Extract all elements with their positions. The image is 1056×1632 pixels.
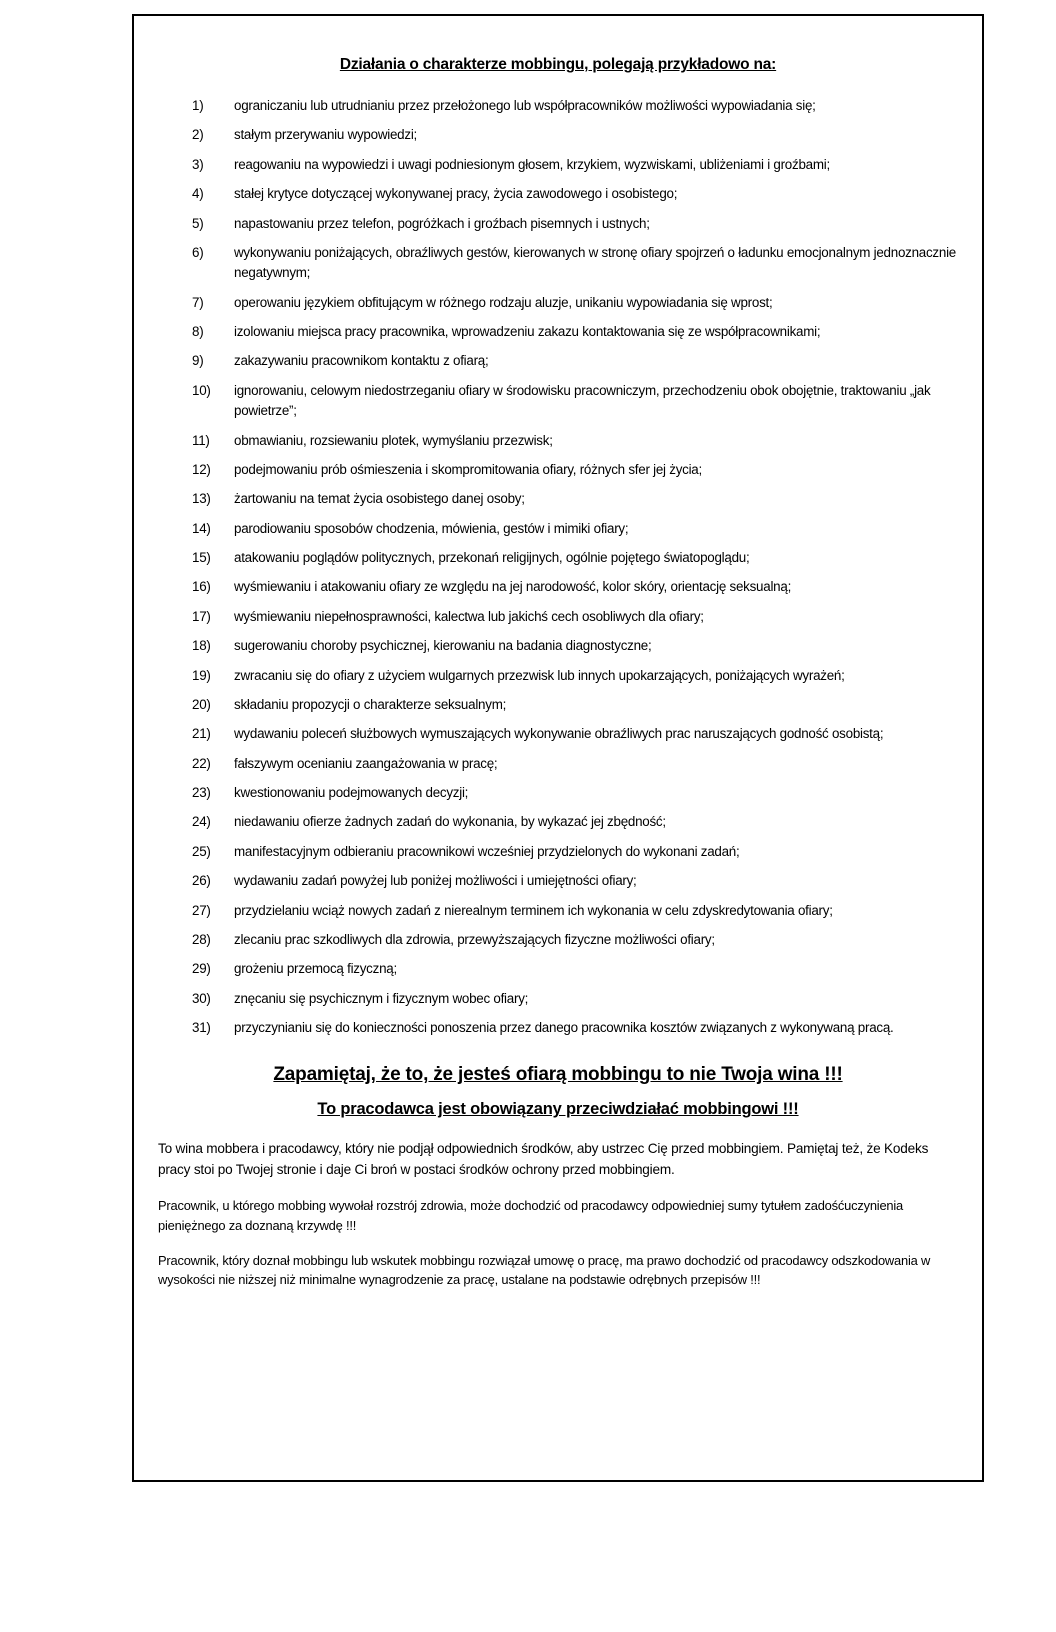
list-item: parodiowaniu sposobów chodzenia, mówienia, gestów i mimiki ofiary; [234, 520, 629, 536]
list-item: składaniu propozycji o charakterze seksualnym; [234, 696, 507, 712]
list-item: manifestacyjnym odbieraniu pracownikowi wcześniej przydzielonych do wykonani zadań; [234, 843, 740, 859]
paragraph-compensation-termination: Pracownik, który doznał mobbingu lub wskutek mobbingu rozwiązał umowę o pracę, ma prawo dochodzić od pracodawcy odszkodowania w wysokości nie niższej niż minimalne wynagrodzenie za pracę, ustalane na podstawie odrębnych przepisów !!! [158, 1252, 931, 1288]
headline-primary: Zapamiętaj, że to, że jesteś ofiarą mobbingu to nie Twoja wina !!! [273, 1064, 843, 1086]
paragraph-compensation-health: Pracownik, u którego mobbing wywołał rozstrój zdrowia, może dochodzić od pracodawcy odpowiedniej sumy tytułem zadośćuczynienia pieniężnego za doznaną krzywdę !!! [158, 1198, 904, 1233]
list-item: stałej krytyce dotyczącej wykonywanej pracy, życia zawodowego i osobistego; [234, 186, 678, 202]
list-item: przyczynianiu się do konieczności ponoszenia przez danego pracownika kosztów związanych z wykonywaną pracą. [234, 1020, 894, 1035]
list-item: podejmowaniu prób ośmieszenia i skompromitowania ofiary, różnych sfer jej życia; [234, 461, 702, 477]
list-item: ignorowaniu, celowym niedostrzeganiu ofiary w środowisku pracowniczym, przechodzeniu obok obojętnie, traktowaniu „jak powietrze”; [234, 382, 931, 419]
list-item: ograniczaniu lub utrudnianiu przez przełożonego lub współpracowników możliwości wypowiadania się; [234, 98, 816, 113]
list-item: operowaniu językiem obfitującym w różnego rodzaju aluzje, unikaniu wypowiadania się wprost; [234, 294, 773, 310]
list-item: znęcaniu się psychicznym i fizycznym wobec ofiary; [234, 990, 529, 1006]
list-item: wykonywaniu poniżających, obraźliwych gestów, kierowanych w stronę ofiary spojrzeń o ładunku emocjonalnym jednoznacznie negatywnym; [234, 244, 957, 281]
list-item: przydzielaniu wciąż nowych zadań z nierealnym terminem ich wykonania w celu zdyskredytowania ofiary; [234, 902, 833, 918]
list-item: reagowaniu na wypowiedzi i uwagi podniesionym głosem, krzykiem, wyzwiskami, ubliżeniami i groźbami; [234, 156, 830, 172]
list-item: niedawaniu ofierze żadnych zadań do wykonania, by wykazać jej zbędność; [234, 814, 666, 830]
list-item: atakowaniu poglądów politycznych, przekonań religijnych, ogólnie pojętego światopoglądu; [234, 550, 750, 565]
list-item: kwestionowaniu podejmowanych decyzji; [234, 785, 469, 800]
list-item: żartowaniu na temat życia osobistego danej osoby; [234, 491, 525, 507]
list-item: zwracaniu się do ofiary z użyciem wulgarnych przezwisk lub innych upokarzających, poniżających wyrażeń; [234, 667, 845, 683]
list-item: napastowaniu przez telefon, pogróżkach i groźbach pisemnych i ustnych; [234, 215, 650, 231]
mobbing-behaviours-list [156, 96, 960, 1038]
list-item: sugerowaniu choroby psychicznej, kierowaniu na badania diagnostyczne; [234, 638, 652, 654]
paragraph-employer-fault: To wina mobbera i pracodawcy, który nie podjął odpowiednich środków, aby ustrzec Cię przed mobbingiem. Pamiętaj też, że Kodeks pracy stoi po Twojej stronie i daje Ci broń w postaci środków ochrony przed mobbingiem. [158, 1141, 929, 1177]
list-item: wydawaniu zadań powyżej lub poniżej możliwości i umiejętności ofiary; [234, 873, 637, 889]
list-item: izolowaniu miejsca pracy pracownika, wprowadzeniu zakazu kontaktowania się ze współpracownikami; [234, 324, 821, 339]
list-item: wyśmiewaniu niepełnosprawności, kalectwa lub jakichś cech osobliwych dla ofiary; [234, 608, 704, 624]
list-item: zakazywaniu pracownikom kontaktu z ofiarą; [234, 353, 489, 369]
document-page [132, 14, 984, 1482]
list-item: zlecaniu prac szkodliwych dla zdrowia, przewyższających fizyczne możliwości ofiary; [234, 931, 715, 947]
headline-secondary: To pracodawca jest obowiązany przeciwdziałać mobbingowi !!! [317, 1100, 799, 1119]
list-item: grożeniu przemocą fizyczną; [234, 961, 397, 977]
list-item: stałym przerywaniu wypowiedzi; [234, 127, 418, 143]
list-item: fałszywym ocenianiu zaangażowania w pracę; [234, 755, 498, 771]
list-item: obmawianiu, rozsiewaniu plotek, wymyślaniu przezwisk; [234, 432, 553, 448]
page-title: Działania o charakterze mobbingu, polegają przykładowo na: [339, 56, 777, 73]
list-item: wydawaniu poleceń służbowych wymuszających wykonywanie obraźliwych prac naruszających godność osobistą; [234, 726, 884, 742]
list-item: wyśmiewaniu i atakowaniu ofiary ze względu na jej narodowość, kolor skóry, orientację seksualną; [234, 579, 792, 595]
